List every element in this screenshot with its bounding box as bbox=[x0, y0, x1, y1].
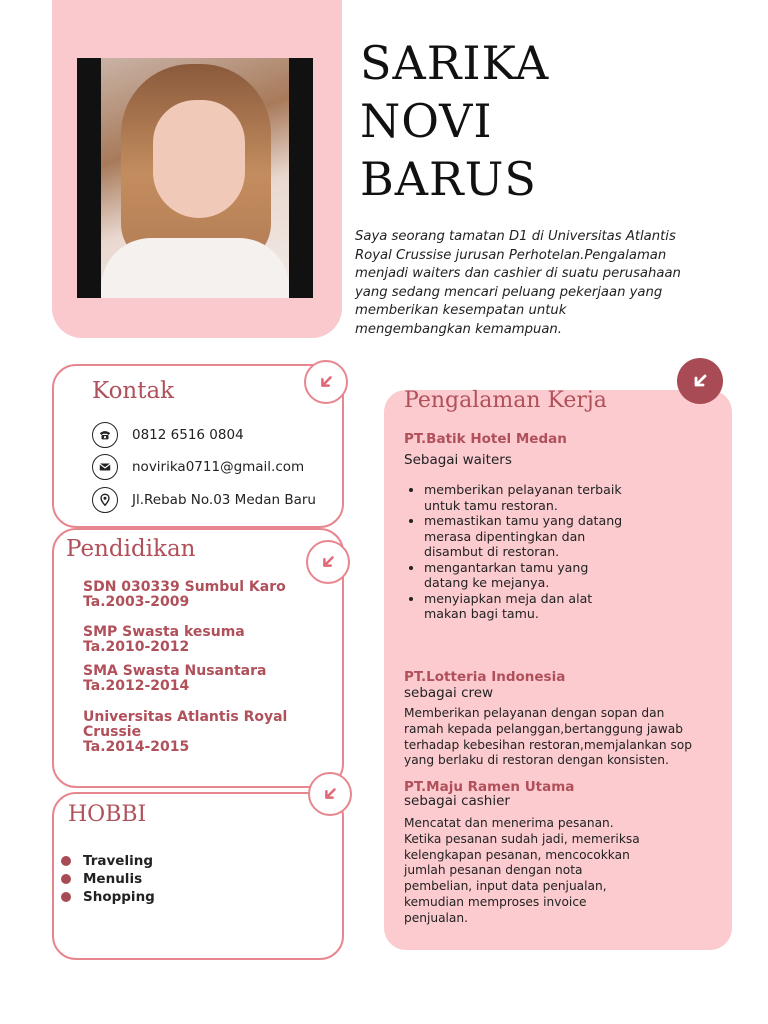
hobby-title: HOBBI bbox=[68, 802, 147, 827]
job-company: PT.Maju Ramen Utama bbox=[404, 779, 575, 795]
duty-item: • mengantarkan tamu yang datang ke mejanya. bbox=[424, 560, 624, 591]
job-description: Mencatat dan menerima pesanan. Ketika pesanan sudah jadi, memeriksa kelengkapan pesanan, mencocokkan jumlah pesanan dengan nota pembelian, input data penjualan, kemudian memproses invoice penjualan. bbox=[404, 816, 640, 925]
arrow-down-left-icon bbox=[306, 540, 350, 584]
email-address: novirika0711@gmail.com bbox=[132, 459, 305, 475]
bullet-dot-icon bbox=[61, 874, 71, 884]
bullet-dot-icon bbox=[61, 892, 71, 902]
mail-icon bbox=[92, 454, 118, 480]
full-name bbox=[360, 34, 690, 208]
name-line-middle: NOVI bbox=[360, 94, 493, 148]
name-line-first: SARIKA bbox=[360, 36, 550, 90]
duty-item: • memberikan pelayanan terbaik untuk tamu restoran. bbox=[424, 482, 624, 513]
school-years: Ta.2014-2015 bbox=[83, 739, 190, 755]
contact-title: Kontak bbox=[92, 378, 175, 404]
job-company: PT.Lotteria Indonesia bbox=[404, 669, 566, 685]
arrow-down-left-icon bbox=[304, 360, 348, 404]
school-years: Ta.2010-2012 bbox=[83, 639, 190, 655]
hobby-item bbox=[61, 871, 142, 887]
experience-title: Pengalaman Kerja bbox=[404, 388, 607, 413]
duty-item: • memastikan tamu yang datang merasa dipentingkan dan disambut di restoran. bbox=[424, 513, 624, 560]
address-text: Jl.Rebab No.03 Medan Baru bbox=[132, 492, 316, 508]
location-pin-icon bbox=[92, 487, 118, 513]
school-name: SDN 030339 Sumbul Karo bbox=[83, 579, 286, 595]
phone-number: 0812 6516 0804 bbox=[132, 427, 244, 443]
profile-summary: Saya seorang tamatan D1 di Universitas Atlantis Royal Crussise jurusan Perhotelan.Pengalaman menjadi waiters dan cashier di suatu perusahaan yang sedang mencari peluang pekerjaan yang memberikan kesempatan untuk mengembangkan kemampuan. bbox=[355, 229, 681, 337]
education-item bbox=[83, 664, 323, 694]
school-years: Ta.2012-2014 bbox=[83, 678, 190, 694]
phone-icon bbox=[92, 422, 118, 448]
arrow-down-left-icon bbox=[308, 772, 352, 816]
hobby-label: Traveling bbox=[83, 853, 153, 869]
hobby-item bbox=[61, 889, 155, 905]
hobby-item bbox=[61, 853, 153, 869]
bullet-dot-icon bbox=[61, 856, 71, 866]
education-item bbox=[83, 625, 323, 655]
contact-address bbox=[92, 487, 316, 513]
job-description: Memberikan pelayanan dengan sopan dan ramah kepada pelanggan,bertanggung jawab terhadap kebesihan restoran,memjalankan sop yang berlaku di restoran dengan konsisten. bbox=[404, 706, 692, 768]
education-title: Pendidikan bbox=[66, 536, 196, 562]
school-name: Universitas Atlantis Royal Crussie bbox=[83, 709, 288, 740]
school-years: Ta.2003-2009 bbox=[83, 594, 190, 610]
hobby-label: Shopping bbox=[83, 889, 155, 905]
school-name: SMP Swasta kesuma bbox=[83, 624, 245, 640]
profile-photo bbox=[77, 58, 313, 298]
duty-item: • menyiapkan meja dan alat makan bagi tamu. bbox=[424, 591, 624, 622]
job-role: Sebagai waiters bbox=[404, 452, 512, 468]
name-line-last: BARUS bbox=[360, 152, 537, 206]
arrow-down-left-icon bbox=[677, 358, 723, 404]
school-name: SMA Swasta Nusantara bbox=[83, 663, 267, 679]
contact-phone bbox=[92, 422, 244, 448]
education-item bbox=[83, 580, 323, 610]
job-company: PT.Batik Hotel Medan bbox=[404, 431, 567, 447]
contact-email bbox=[92, 454, 304, 480]
job-role: sebagai crew bbox=[404, 685, 494, 701]
job-role: sebagai cashier bbox=[404, 793, 510, 809]
job-duties-list bbox=[404, 482, 624, 622]
hobby-label: Menulis bbox=[83, 871, 143, 887]
education-item bbox=[83, 710, 303, 755]
